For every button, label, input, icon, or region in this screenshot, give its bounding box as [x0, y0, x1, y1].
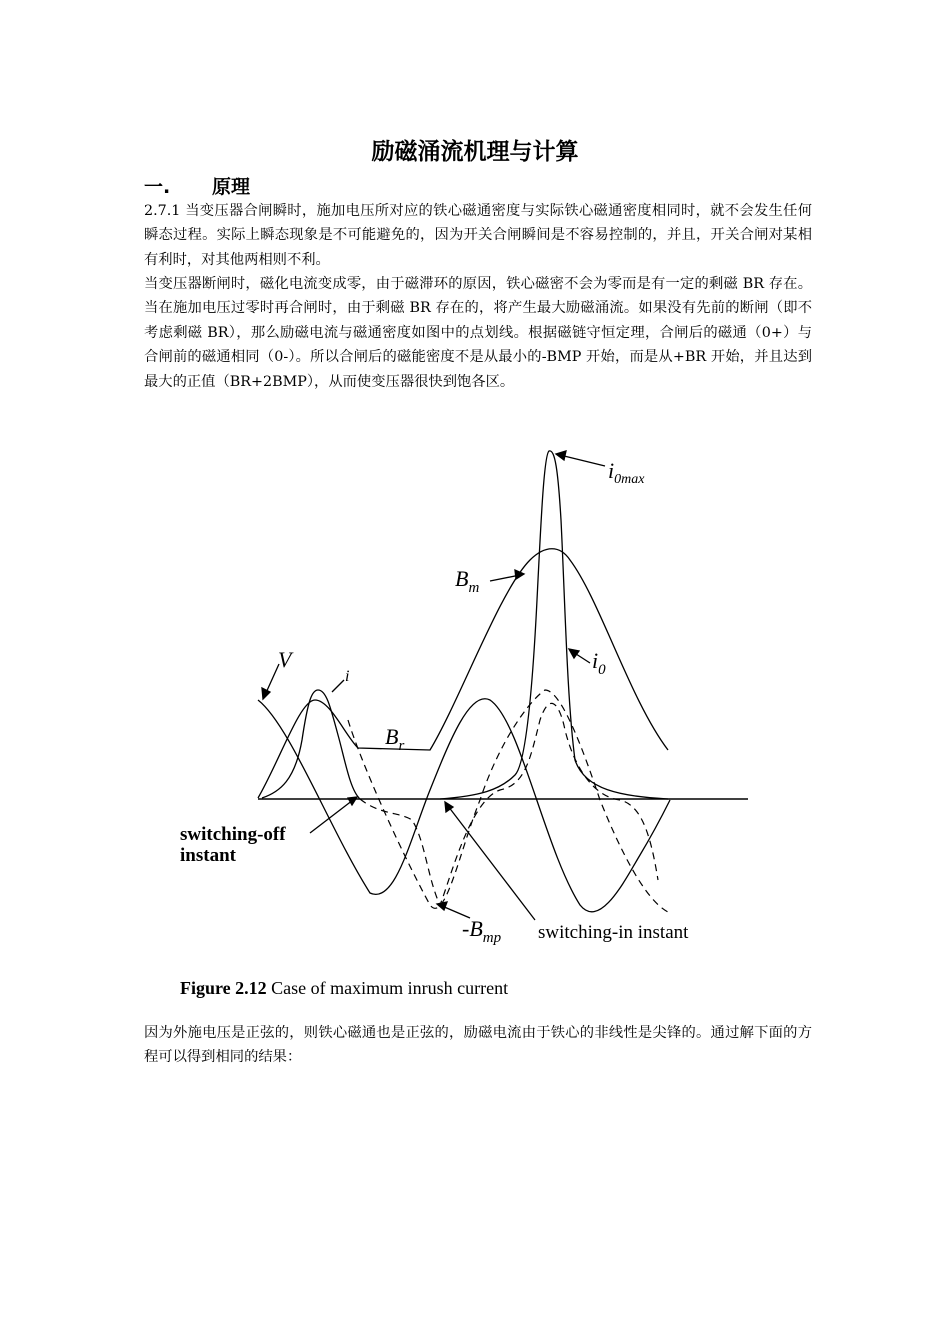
section-heading: [144, 172, 250, 199]
inrush-current-spike: [440, 451, 668, 799]
section-number: 一.: [144, 176, 171, 198]
i0-label: $i_0$: [592, 648, 606, 678]
voltage-label: V: [278, 647, 292, 672]
current-label: i: [345, 668, 350, 685]
page-title: 励磁涌流机理与计算: [371, 139, 579, 165]
normal-current-dashed-curve: [360, 703, 658, 905]
paragraph-1: 2.7.1 当变压器合闸瞬时，施加电压所对应的铁心磁通密度与实际铁心磁通密度相同时，就不会发生任何瞬态过程。实际上瞬态现象是不可能避免的，因为开关合闸瞬间是不容易控制的，并且，开关合闸对某相有利时，对其他两相则不利。: [144, 203, 812, 268]
switching-in-label: switching-in instant: [538, 922, 689, 943]
figure-caption: [180, 978, 508, 999]
figure-caption-text: Case of maximum inrush current: [271, 978, 509, 998]
bm-label: $B_m$: [455, 566, 480, 596]
annotation-arrows: [262, 451, 605, 920]
switching-off-label: switching-off: [180, 824, 286, 845]
voltage-curve: [258, 699, 670, 912]
figure-caption-label: Figure 2.12: [180, 978, 267, 998]
bmp-label: $-B_{mp}$: [462, 916, 502, 946]
paragraph-3: 因为外施电压是正弦的，则铁心磁通也是正弦的，励磁电流由于铁心的非线性是尖锋的。通过解下面的方程可以得到相同的结果：: [144, 1025, 812, 1066]
paragraph-2: 当变压器断闸时，磁化电流变成零，由于磁滞环的原因，铁心磁密不会为零而是有一定的剩磁 BR 存在。当在施加电压过零时再合闸时，由于剩磁 BR 存在的，将产生最大励磁涌流。如果没有先前的断闸（即不考虑剩磁 BR），那么励磁电流与磁通密度如图中的点划线。根据磁链守恒定理，合闸后的磁通（0+）与合闸前的磁通相同（0-）。所以合闸后的磁能密度不是从最小的-BMP 开始，而是从+BR 开始，并且达到最大的正值（BR+2BMP），从而使变压器很快到饱各区。: [144, 276, 812, 390]
switching-off-label-line2: instant: [180, 845, 236, 866]
section-heading-text: 原理: [212, 176, 251, 198]
inrush-current-figure: [170, 440, 770, 960]
br-label: $B_r$: [385, 724, 405, 754]
i0max-label: $i_{0max}$: [608, 458, 645, 487]
